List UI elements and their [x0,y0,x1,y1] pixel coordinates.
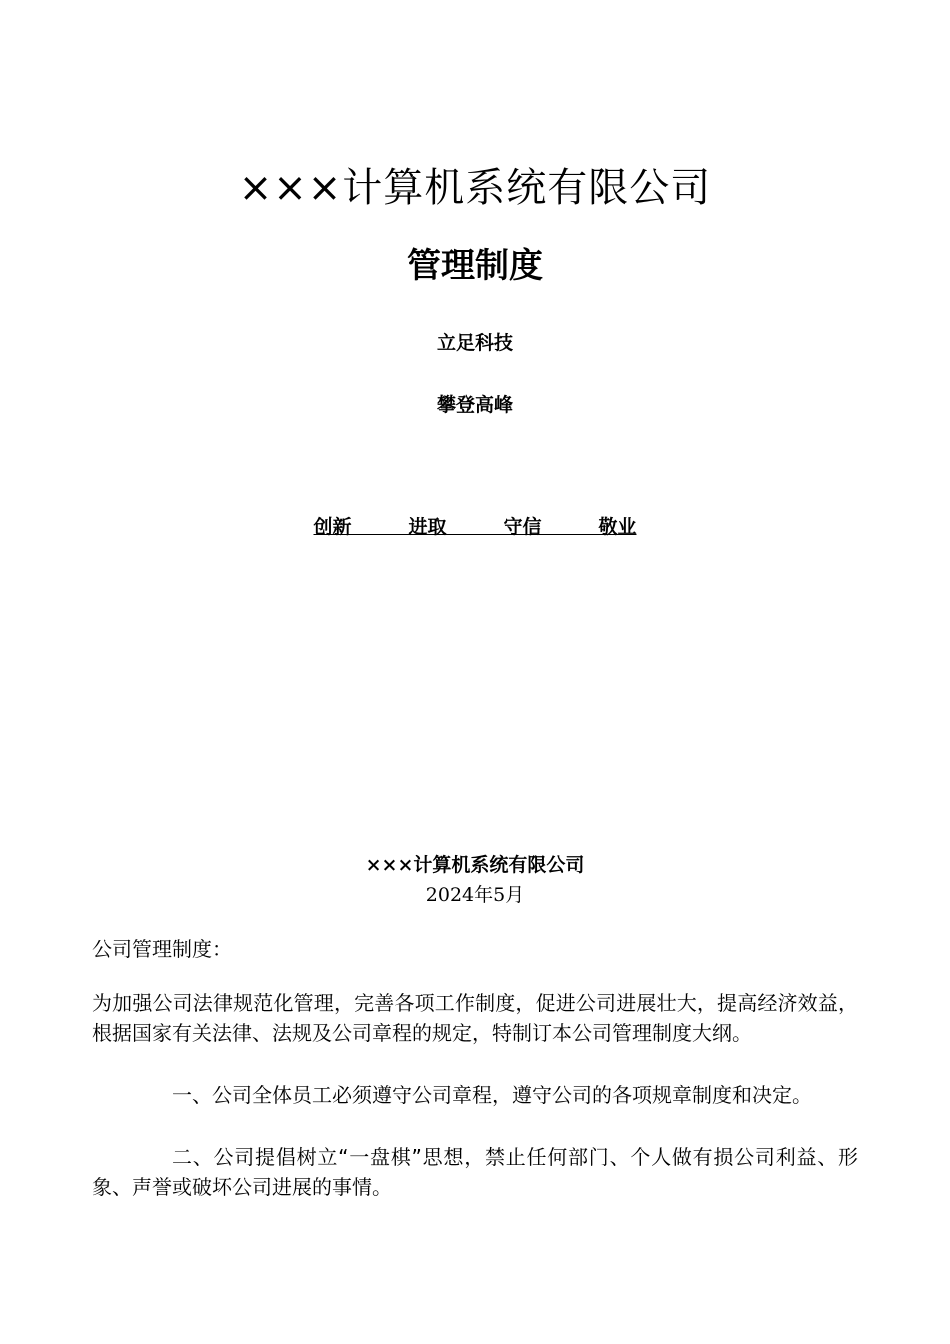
section-heading: 公司管理制度： [92,937,232,961]
paragraph-intro: 为加强公司法律规范化管理，完善各项工作制度，促进公司进展壮大，提高经济效益，根据国家有关法律、法规及公司章程的规定，特制订本公司管理制度大纲。 [92,991,858,1045]
core-values [0,514,950,540]
paragraph-article-1: 一、公司全体员工必须遵守公司章程，遵守公司的各项规章制度和决定。 [172,1083,812,1107]
company-title: ×××计算机系统有限公司 [238,165,712,211]
footer-company-name: ×××计算机系统有限公司 [365,854,585,876]
footer-date: 2024年5月 [425,884,525,906]
paragraph-article-2: 二、公司提倡树立“一盘棋”思想，禁止任何部门、个人做有损公司利益、形象、声誉或破坏公司进展的事情。 [92,1145,858,1199]
document-subtitle: 管理制度 [407,246,543,286]
slogan-line-2: 攀登高峰 [436,394,513,416]
core-values-text: 创新 进取 守信 敬业 [313,516,637,538]
slogan-line-1: 立足科技 [436,332,513,354]
